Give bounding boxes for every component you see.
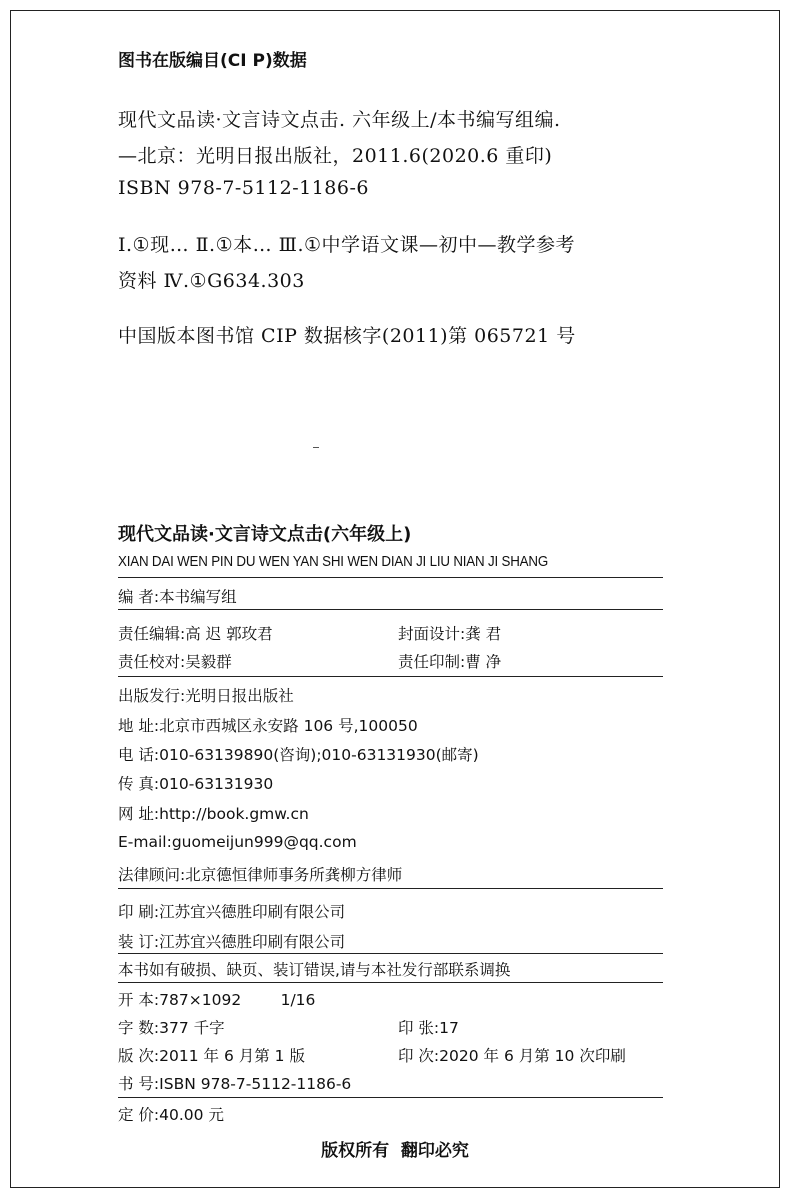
fax-row: 传 真:010-63131930 [118, 775, 274, 793]
cip-line: I.①现… Ⅱ.①本… Ⅲ.①中学语文课—初中—教学参考 [118, 234, 576, 256]
printer-row: 印 刷:江苏宜兴德胜印刷有限公司 [118, 903, 346, 921]
sheets-row: 印 张:17 [398, 1019, 459, 1037]
book-title-pinyin: XIAN DAI WEN PIN DU WEN YAN SHI WEN DIAN JI LIU NIAN JI SHANG [118, 554, 549, 570]
print-supervisor-row: 责任印制:曹 净 [398, 653, 502, 671]
proofread-row: 责任校对:吴毅群 [118, 653, 232, 671]
divider [118, 577, 663, 578]
cip-line: 中国版本图书馆 CIP 数据核字(2011)第 065721 号 [118, 325, 576, 347]
cip-heading: 图书在版编目(CI P)数据 [118, 51, 307, 71]
edition-row: 版 次:2011 年 6 月第 1 版 [118, 1047, 305, 1065]
cip-line: 现代文品读·文言诗文点击. 六年级上/本书编写组编. [118, 109, 561, 131]
divider [118, 676, 663, 677]
printing-row: 印 次:2020 年 6 月第 10 次印刷 [398, 1047, 626, 1065]
legal-row: 法律顾问:北京德恒律师事务所龚柳方律师 [118, 866, 403, 884]
divider [118, 953, 663, 954]
publisher-row: 出版发行:光明日报出版社 [118, 687, 294, 705]
print-speck [313, 447, 319, 448]
format-row: 开 本:787×1092 1/16 [118, 991, 316, 1009]
divider [118, 1097, 663, 1098]
cover-design-row: 封面设计:龚 君 [398, 625, 502, 643]
price-row: 定 价:40.00 元 [118, 1106, 224, 1124]
divider [118, 888, 663, 889]
notice-row: 本书如有破损、缺页、装订错误,请与本社发行部联系调换 [118, 961, 511, 979]
binder-row: 装 订:江苏宜兴德胜印刷有限公司 [118, 933, 346, 951]
cip-line: 资料 Ⅳ.①G634.303 [118, 270, 305, 292]
divider [118, 982, 663, 983]
email-row: E-mail:guomeijun999@qq.com [118, 833, 357, 851]
address-row: 地 址:北京市西城区永安路 106 号,100050 [118, 717, 418, 735]
copyright-notice: 版权所有 翻印必究 [321, 1141, 469, 1161]
editor-row: 责任编辑:高 迟 郭玫君 [118, 625, 273, 643]
divider [118, 609, 663, 610]
isbn-row: 书 号:ISBN 978-7-5112-1186-6 [118, 1075, 352, 1093]
cip-line: ISBN 978-7-5112-1186-6 [118, 177, 369, 199]
phone-row: 电 话:010-63139890(咨询);010-63131930(邮寄) [118, 746, 479, 764]
website-row: 网 址:http://book.gmw.cn [118, 805, 309, 823]
author-row: 编 者:本书编写组 [118, 588, 237, 606]
cip-line: —北京：光明日报出版社，2011.6(2020.6 重印) [118, 145, 553, 167]
book-title: 现代文品读·文言诗文点击(六年级上) [118, 524, 412, 545]
word-count-row: 字 数:377 千字 [118, 1019, 225, 1037]
